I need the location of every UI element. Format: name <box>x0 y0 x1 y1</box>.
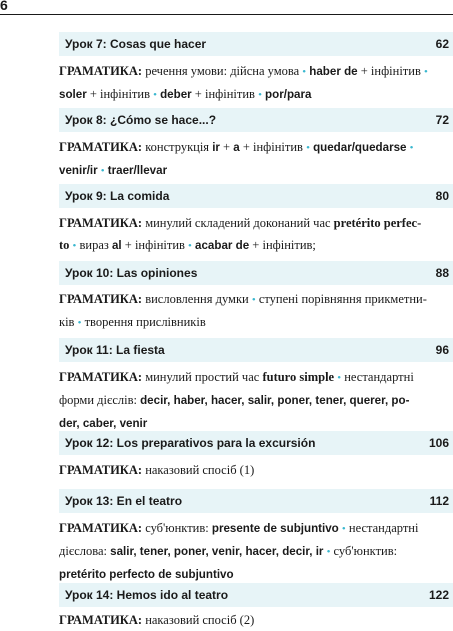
lesson-12-bar[interactable] <box>59 431 453 455</box>
lesson-14-bar[interactable] <box>59 583 453 607</box>
grammar-text: суб'юнктив: <box>145 521 209 535</box>
lesson-title: Урок 7: Cosas que hacer <box>65 36 207 51</box>
grammar-text: форми дієслів: <box>59 393 137 407</box>
grammar-term: deber <box>160 88 192 101</box>
grammar-term: por/para <box>265 88 312 101</box>
lesson-9-grammar <box>59 212 452 257</box>
lesson-11-bar[interactable] <box>59 338 453 362</box>
lesson-8-bar[interactable] <box>59 108 453 132</box>
grammar-term: decir, haber, hacer, salir, poner, tener, querer, po- <box>140 394 410 407</box>
bullet-icon: • <box>258 89 262 101</box>
lesson-page: 106 <box>428 435 449 450</box>
bullet-icon: • <box>326 546 331 558</box>
grammar-text: ступені порівняння прикметни- <box>258 292 427 306</box>
bullet-icon: • <box>153 89 157 101</box>
grammar-term: pretérito perfec- <box>333 216 422 230</box>
grammar-text: речення умови: дійсна умова <box>145 64 300 78</box>
grammar-label: ГРАМАТИКА: <box>59 370 143 384</box>
lesson-page: 62 <box>435 36 449 51</box>
lesson-page: 96 <box>435 342 449 357</box>
grammar-term: venir/ir <box>59 164 98 177</box>
bullet-icon: • <box>188 240 192 252</box>
grammar-term: al <box>111 239 122 252</box>
bullet-icon: • <box>72 240 77 252</box>
grammar-text: + інфінітив <box>89 87 150 101</box>
lesson-10-bar[interactable] <box>59 261 453 285</box>
lesson-12-grammar <box>59 459 452 481</box>
lesson-title: Урок 8: ¿Cómo se hace...? <box>65 112 217 127</box>
grammar-label: ГРАМАТИКА: <box>59 216 143 230</box>
lesson-13-grammar <box>59 517 452 586</box>
grammar-term: presente de subjuntivo <box>211 522 339 535</box>
grammar-text: наказовий спосіб (1) <box>145 463 255 477</box>
lesson-13-bar[interactable] <box>59 489 453 513</box>
bullet-icon: • <box>251 294 256 306</box>
grammar-text: наказовий спосіб (2) <box>145 613 255 627</box>
lesson-title: Урок 11: La fiesta <box>65 342 165 357</box>
header-rule <box>0 14 453 15</box>
grammar-label: ГРАМАТИКА: <box>59 140 143 154</box>
bullet-icon: • <box>341 523 346 535</box>
grammar-text: + інфінітив <box>194 87 255 101</box>
lesson-8-grammar <box>59 136 452 182</box>
grammar-text: нестандартні <box>344 370 414 384</box>
grammar-text: + інфінітив; <box>252 238 316 252</box>
lesson-page: 72 <box>435 112 449 127</box>
grammar-text: нестандартні <box>348 521 419 535</box>
grammar-text: творення прислівників <box>84 315 206 329</box>
grammar-term: quedar/quedarse <box>313 141 407 154</box>
lesson-title: Урок 13: En el teatro <box>65 493 183 508</box>
grammar-text: + інфінітив <box>124 238 185 252</box>
grammar-term: soler <box>59 88 87 101</box>
lesson-page: 122 <box>428 587 449 602</box>
grammar-label: ГРАМАТИКА: <box>59 463 143 477</box>
lesson-title: Урок 14: Hemos ido al teatro <box>65 587 229 602</box>
grammar-label: ГРАМАТИКА: <box>59 292 143 306</box>
grammar-text: суб'юнктив: <box>333 544 398 558</box>
grammar-term: a <box>233 141 240 154</box>
grammar-term: acabar de <box>195 239 250 252</box>
grammar-text: конструкція <box>145 140 210 154</box>
grammar-term: pretérito perfecto de subjuntivo <box>59 568 234 581</box>
lesson-11-grammar <box>59 366 452 435</box>
lesson-7-bar[interactable] <box>59 32 453 56</box>
grammar-text: ків <box>59 315 75 329</box>
page-number: 6 <box>0 0 8 13</box>
lesson-title: Урок 12: Los preparativos para la excursión <box>65 435 316 450</box>
grammar-term: traer/llevar <box>107 164 168 177</box>
grammar-term: salir, tener, poner, venir, hacer, decir, ir <box>110 545 324 558</box>
bullet-icon: • <box>424 66 428 78</box>
grammar-term: der, caber, venir <box>59 417 148 430</box>
bullet-icon: • <box>306 142 310 154</box>
grammar-text: минулий простий час <box>145 370 260 384</box>
bullet-icon: • <box>409 142 414 154</box>
grammar-text: + інфінітив <box>360 64 421 78</box>
lesson-page: 112 <box>429 493 449 508</box>
grammar-label: ГРАМАТИКА: <box>59 521 143 535</box>
grammar-term: haber de <box>309 65 358 78</box>
grammar-text: + <box>223 140 231 154</box>
lesson-title: Урок 10: Las opiniones <box>65 265 198 280</box>
grammar-term: futuro simple <box>262 370 335 384</box>
lesson-10-grammar <box>59 288 452 334</box>
grammar-label: ГРАМАТИКА: <box>59 64 143 78</box>
grammar-text: дієслова: <box>59 544 107 558</box>
bullet-icon: • <box>337 372 342 384</box>
grammar-term: ir <box>212 141 220 154</box>
bullet-icon: • <box>100 165 105 177</box>
lesson-7-grammar <box>59 60 452 106</box>
grammar-label: ГРАМАТИКА: <box>59 613 143 627</box>
grammar-text: висловлення думки <box>145 292 249 306</box>
bullet-icon: • <box>77 317 82 329</box>
grammar-text: минулий складений доконаний час <box>145 216 331 230</box>
lesson-page: 80 <box>435 188 449 203</box>
bullet-icon: • <box>302 66 307 78</box>
lesson-page: 88 <box>435 265 449 280</box>
lesson-14-grammar <box>59 609 452 631</box>
grammar-text: + інфінітив <box>242 140 303 154</box>
lesson-9-bar[interactable] <box>59 184 453 208</box>
grammar-text: вираз <box>79 238 109 252</box>
lesson-title: Урок 9: La comida <box>65 188 170 203</box>
grammar-term: to <box>59 238 70 252</box>
